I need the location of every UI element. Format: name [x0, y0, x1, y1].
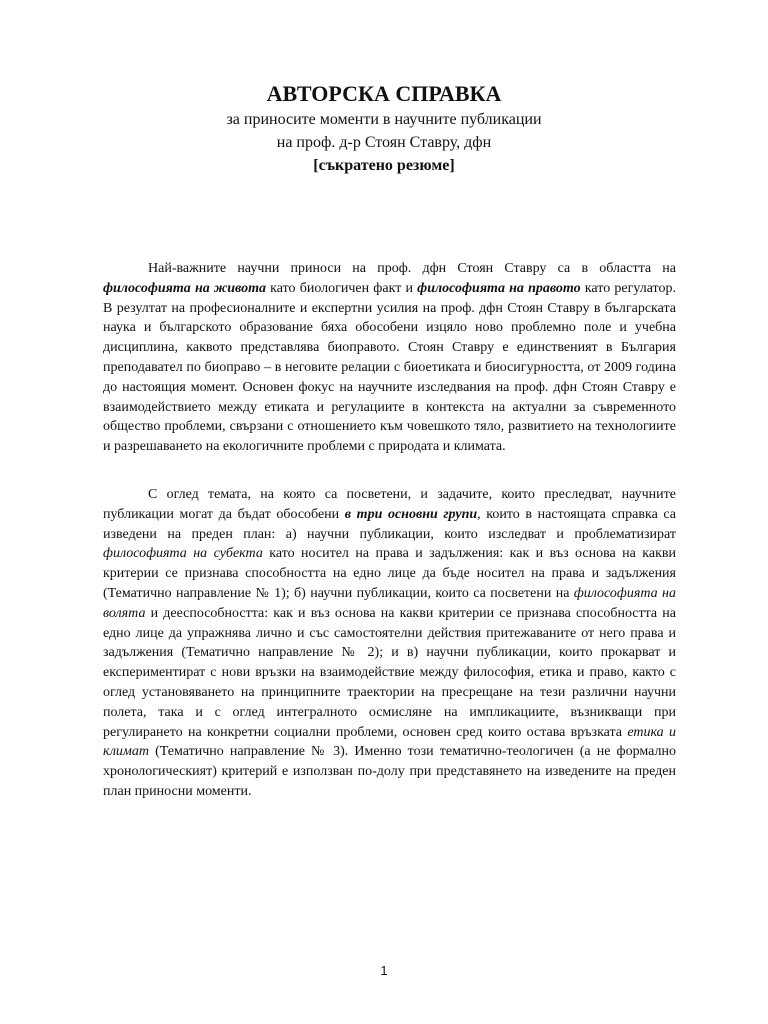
para1-text-2: като биологичен факт и: [265, 280, 418, 296]
page-number: 1: [380, 963, 388, 978]
para2-text-5: (Тематично направление № 3). Именно този тематично-теологичен (а не формално хронологическият) критерий е използван по-долу при представянето на изведените на преден план приносни моменти.: [103, 744, 676, 799]
para1-emphasis-2: философията на правото: [417, 280, 581, 296]
summary-label: [съкратено резюме]: [313, 157, 455, 174]
subtitle-line-1: за приносите моменти в научните публикации: [226, 111, 542, 128]
page-title: АВТОРСКА СПРАВКА: [266, 81, 502, 106]
para1-text-1: Най-важните научни приноси на проф. дфн Стоян Ставру са в областта на: [148, 261, 676, 276]
para2-text-1: С оглед темата, на която са посветени, и задачите, които преследват, научните публикации могат да бъдат обособени: [103, 487, 676, 522]
subtitle-line-3: [0, 155, 768, 177]
para2-italic-1: философията на субекта: [103, 546, 263, 562]
para2-text-2: , които в настоящата справка са изведени на преден план: а) научни публикации, които изследват и проблематизират: [103, 506, 676, 542]
para2-text-4: и дееспособността: как и въз основа на какви критерии се признава способността на едно лице да упражнява лично и със самостоятелни действия притежаваните от него права и задължения (Тематично направление № 2); и в) научни публикации, които прокарват и експериментират с нови връзки на взаимодействие между философия, етика и право, както с оглед установяването на принципните траектории на пресрещане на тези различни научни полета, така и с оглед интегралното осмисляне на импликациите, възникващи при регулирането на конкретни социални проблеми, основен сред които остава връзката: [103, 605, 676, 740]
para1-text-3: като регулатор. В резултат на професионалните и експертни усилия на проф. дфн Стоян Ставру в българската наука и българското образование бяха обособени изцяло ново проблемно поле и учебна дисциплина, каквото представлява биоправото. Стоян Ставру е единственият в България преподавател по биоправо – в неговите релации с биоетиката и биосигурността, от 2009 година до настоящия момент. Основен фокус на научните изследвания на проф. дфн Стоян Ставру е взаимодействието между етиката и регулациите в контекста на актуални за съвременното общество проблеми, свързани с отношението към човешкото тяло, развитието на технологиите и разрешаването на екологичните проблеми с природата и климата.: [103, 280, 676, 455]
para2-text-3: като носител на права и задължения: как и въз основа на какви критерии се признава способността на едно лице да бъде носител на права и задължения (Тематично направление № 1); б) научни публикации, които са посветени на: [103, 546, 676, 601]
para2-italic-2: философията на волята: [103, 585, 676, 621]
para2-italic-3: етика и климат: [103, 724, 677, 760]
subtitle-line-2: на проф. д-р Стоян Ставру, дфн: [276, 134, 492, 151]
para1-emphasis-1: философията на живота: [103, 280, 266, 296]
para2-emphasis-1: в три основни групи: [344, 506, 478, 522]
paragraph-1: [103, 259, 676, 457]
paragraph-2: [103, 485, 676, 802]
